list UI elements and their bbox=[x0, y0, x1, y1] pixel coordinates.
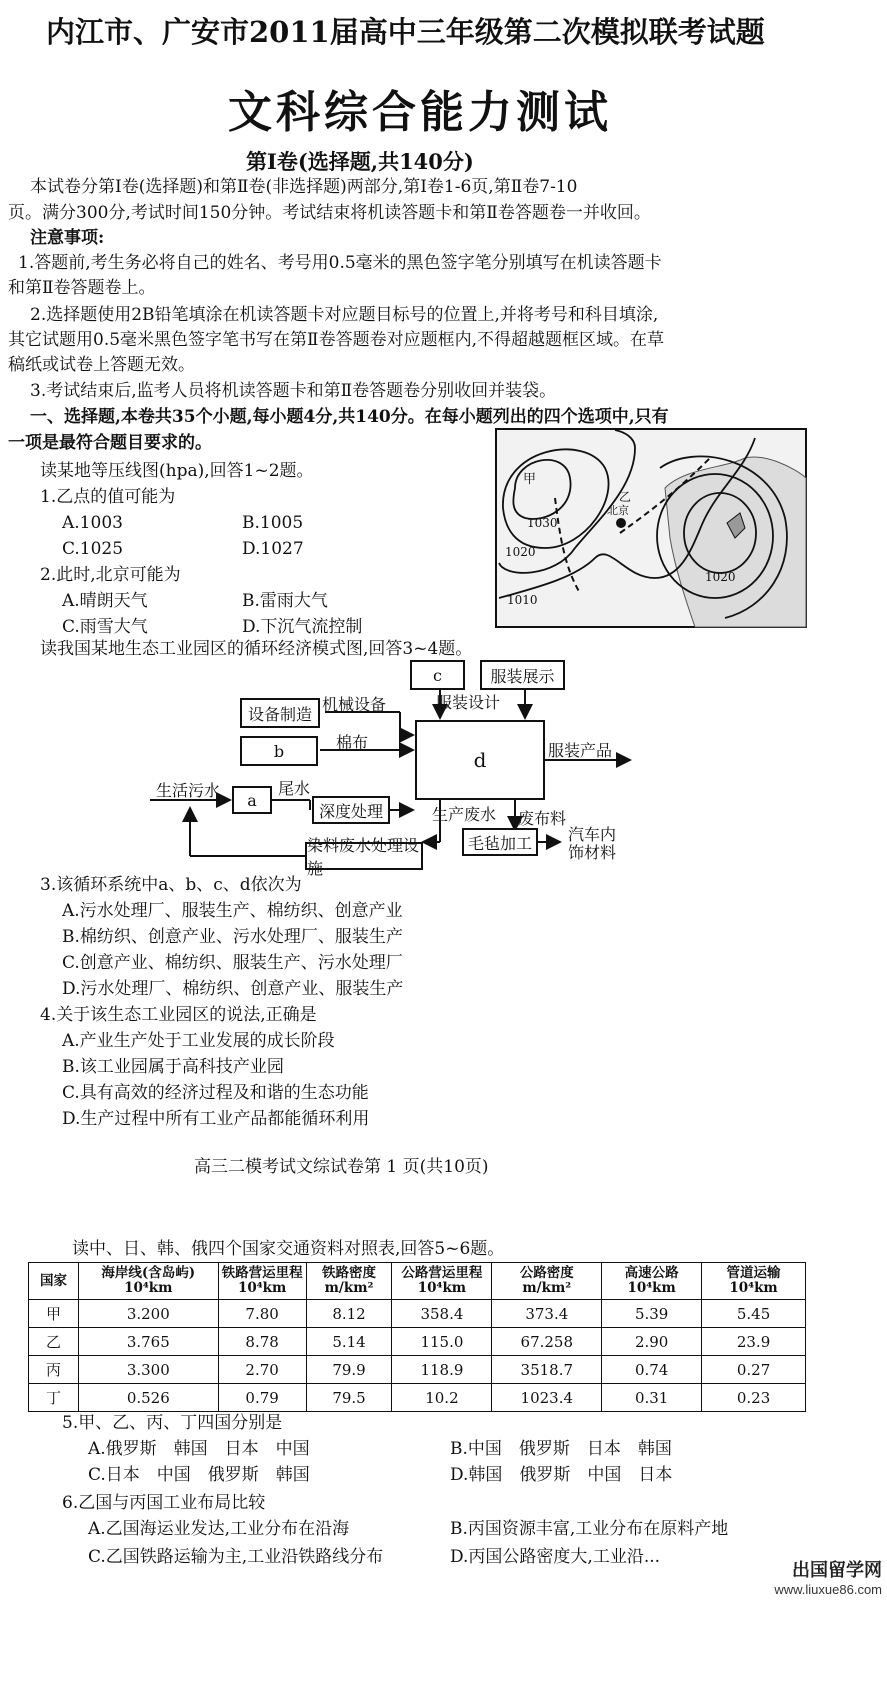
box-felt-processing: 毛毡加工 bbox=[462, 828, 538, 856]
q1-stem: 1.乙点的值可能为 bbox=[40, 487, 176, 507]
box-dye-wastewater-facility: 染料废水处理设施 bbox=[305, 842, 423, 870]
section1-line-1: 一、选择题,本卷共35个小题,每小题4分,共140分。在每小题列出的四个选项中,只有 bbox=[30, 407, 669, 427]
table-cell: 0.74 bbox=[602, 1356, 702, 1384]
table-cell: 丁 bbox=[29, 1384, 79, 1412]
table-header-cell bbox=[492, 1263, 602, 1300]
label-cotton-cloth: 棉布 bbox=[336, 733, 369, 752]
table-cell: 7.80 bbox=[218, 1300, 306, 1328]
map-label-yi: 乙 bbox=[619, 490, 632, 504]
table-header-label: 铁路密度 bbox=[322, 1265, 377, 1281]
table-cell: 358.4 bbox=[392, 1300, 492, 1328]
q5-option-d: D.韩国 俄罗斯 中国 日本 bbox=[450, 1465, 673, 1485]
q4-option-a: A.产业生产处于工业发展的成长阶段 bbox=[62, 1031, 335, 1051]
table-header-cell bbox=[29, 1263, 79, 1300]
table-cell: 8.12 bbox=[306, 1300, 392, 1328]
exam-title: 内江市、广安市2011届高中三年级第二次模拟联考试题 bbox=[46, 15, 765, 49]
q5-stem: 5.甲、乙、丙、丁四国分别是 bbox=[62, 1413, 283, 1433]
q5-option-b: B.中国 俄罗斯 日本 韩国 bbox=[450, 1439, 672, 1459]
label-auto-interior-1: 汽车内 bbox=[568, 825, 617, 844]
table-cell: 0.31 bbox=[602, 1384, 702, 1412]
table-cell: 8.78 bbox=[218, 1328, 306, 1356]
box-b: b bbox=[240, 736, 318, 766]
note-2b: 其它试题用0.5毫米黑色签字笔书写在第Ⅱ卷答题卷对应题框内,不得超越题框区域。在草 bbox=[8, 330, 664, 350]
table-header-unit: m/km² bbox=[324, 1280, 374, 1296]
table-row bbox=[29, 1328, 806, 1356]
table-header-cell bbox=[78, 1263, 218, 1300]
note-1b: 和第Ⅱ卷答题卷上。 bbox=[8, 278, 156, 298]
q6-stem: 6.乙国与丙国工业布局比较 bbox=[62, 1493, 266, 1513]
q6-option-a: A.乙国海运业发达,工业分布在沿海 bbox=[88, 1519, 350, 1539]
table-cell: 0.27 bbox=[702, 1356, 806, 1384]
q3-option-b: B.棉纺织、创意产业、污水处理厂、服装生产 bbox=[62, 927, 403, 947]
label-garment-products: 服装产品 bbox=[548, 741, 613, 760]
part-title: 第Ⅰ卷(选择题,共140分) bbox=[246, 149, 474, 174]
notes-title: 注意事项: bbox=[30, 228, 105, 248]
table-cell: 2.90 bbox=[602, 1328, 702, 1356]
table-cell: 23.9 bbox=[702, 1328, 806, 1356]
intro-line-1: 本试卷分第Ⅰ卷(选择题)和第Ⅱ卷(非选择题)两部分,第Ⅰ卷1-6页,第Ⅱ卷7-10 bbox=[30, 177, 578, 197]
label-tail-water: 尾水 bbox=[278, 779, 311, 798]
label-fashion-design: 服装设计 bbox=[436, 693, 501, 712]
table-row bbox=[29, 1356, 806, 1384]
q3-option-a: A.污水处理厂、服装生产、棉纺织、创意产业 bbox=[62, 901, 403, 921]
table-header-cell bbox=[306, 1263, 392, 1300]
subject-title: 文科综合能力测试 bbox=[228, 87, 612, 138]
table-row bbox=[29, 1384, 806, 1412]
table-cell: 3.765 bbox=[78, 1328, 218, 1356]
table-cell: 甲 bbox=[29, 1300, 79, 1328]
table-cell: 373.4 bbox=[492, 1300, 602, 1328]
q3-option-c: C.创意产业、棉纺织、服装生产、污水处理厂 bbox=[62, 953, 403, 973]
map-label-1030: 1030 bbox=[527, 516, 558, 530]
table-header-cell bbox=[602, 1263, 702, 1300]
table-cell: 乙 bbox=[29, 1328, 79, 1356]
table-cell: 5.14 bbox=[306, 1328, 392, 1356]
table-row bbox=[29, 1300, 806, 1328]
table-cell: 67.258 bbox=[492, 1328, 602, 1356]
map-intro: 读某地等压线图(hpa),回答1~2题。 bbox=[40, 461, 314, 481]
table-header-unit: 10⁴km bbox=[237, 1280, 287, 1296]
label-machinery: 机械设备 bbox=[322, 695, 387, 714]
q1-option-a: A.1003 bbox=[62, 513, 123, 533]
table-header-label: 国家 bbox=[39, 1272, 67, 1289]
table-header-unit: 10⁴km bbox=[729, 1280, 778, 1296]
table-cell: 3.300 bbox=[78, 1356, 218, 1384]
section1-line-2: 一项是最符合题目要求的。 bbox=[8, 433, 212, 453]
watermark bbox=[712, 1556, 882, 1597]
q5-option-c: C.日本 中国 俄罗斯 韩国 bbox=[88, 1465, 310, 1485]
q1-option-d: D.1027 bbox=[242, 539, 304, 559]
label-domestic-sewage: 生活污水 bbox=[156, 781, 221, 800]
q2-option-c: C.雨雪大气 bbox=[62, 617, 148, 637]
q1-option-c: C.1025 bbox=[62, 539, 124, 559]
intro-line-2: 页。满分300分,考试时间150分钟。考试结束将机读答题卡和第Ⅱ卷答题卷一并收回。 bbox=[8, 203, 651, 223]
q5-option-a: A.俄罗斯 韩国 日本 中国 bbox=[88, 1439, 310, 1459]
table-cell: 115.0 bbox=[392, 1328, 492, 1356]
table-intro: 读中、日、韩、俄四个国家交通资料对照表,回答5~6题。 bbox=[72, 1239, 505, 1259]
q6-option-b: B.丙国资源丰富,工业分布在原料产地 bbox=[450, 1519, 729, 1539]
table-cell: 5.45 bbox=[702, 1300, 806, 1328]
table-header-label: 海岸线(含岛屿) bbox=[101, 1265, 196, 1281]
isobar-map bbox=[495, 428, 807, 628]
box-a: a bbox=[232, 786, 272, 814]
table-cell: 0.526 bbox=[78, 1384, 218, 1412]
box-d: d bbox=[415, 720, 545, 800]
table-header-row bbox=[29, 1263, 806, 1300]
label-production-wastewater: 生产废水 bbox=[432, 805, 497, 824]
table-cell: 10.2 bbox=[392, 1384, 492, 1412]
table-header-label: 铁路营运里程 bbox=[221, 1265, 303, 1281]
map-label-1020-right: 1020 bbox=[705, 570, 736, 584]
table-header-cell bbox=[218, 1263, 306, 1300]
watermark-url: www.liuxue86.com bbox=[774, 1582, 882, 1597]
q1-option-b: B.1005 bbox=[242, 513, 304, 533]
table-header-cell bbox=[392, 1263, 492, 1300]
table-header-unit: 10⁴km bbox=[124, 1280, 173, 1296]
map-label-jia: 甲 bbox=[523, 472, 537, 487]
q2-option-b: B.雷雨大气 bbox=[242, 591, 328, 611]
table-header-unit: m/km² bbox=[522, 1280, 572, 1296]
q4-option-d: D.生产过程中所有工业产品都能循环利用 bbox=[62, 1109, 370, 1129]
map-label-1010: 1010 bbox=[507, 593, 538, 607]
q3-stem: 3.该循环系统中a、b、c、d依次为 bbox=[40, 875, 302, 895]
watermark-cn: 出国留学网 bbox=[792, 1560, 882, 1581]
table-cell: 1023.4 bbox=[492, 1384, 602, 1412]
q2-stem: 2.此时,北京可能为 bbox=[40, 565, 181, 585]
q3-option-d: D.污水处理厂、棉纺织、创意产业、服装生产 bbox=[62, 979, 404, 999]
box-fashion-show: 服装展示 bbox=[480, 660, 565, 690]
table-cell: 3.200 bbox=[78, 1300, 218, 1328]
q4-option-c: C.具有高效的经济过程及和谐的生态功能 bbox=[62, 1083, 369, 1103]
table-cell: 118.9 bbox=[392, 1356, 492, 1384]
note-1a: 1.答题前,考生务必将自己的姓名、考号用0.5毫米的黑色签字笔分别填写在机读答题卡 bbox=[18, 253, 662, 273]
table-cell: 丙 bbox=[29, 1356, 79, 1384]
table-cell: 79.5 bbox=[306, 1384, 392, 1412]
note-3: 3.考试结束后,监考人员将机读答题卡和第Ⅱ卷答题卷分别收回并装袋。 bbox=[30, 381, 557, 401]
map-label-1020-left: 1020 bbox=[505, 545, 536, 559]
label-auto-interior-2: 饰材料 bbox=[568, 843, 617, 862]
table-header-label: 高速公路 bbox=[624, 1265, 679, 1281]
diagram-intro: 读我国某地生态工业园区的循环经济模式图,回答3~4题。 bbox=[40, 639, 473, 659]
table-header-label: 管道运输 bbox=[726, 1265, 781, 1281]
table-cell: 2.70 bbox=[218, 1356, 306, 1384]
q6-option-c: C.乙国铁路运输为主,工业沿铁路线分布 bbox=[88, 1547, 384, 1567]
label-waste-cloth: 废布料 bbox=[518, 809, 567, 828]
box-equipment-mfg: 设备制造 bbox=[240, 698, 320, 728]
table-header-label: 公路营运里程 bbox=[401, 1265, 483, 1281]
box-c: c bbox=[410, 660, 465, 690]
table-header-cell bbox=[702, 1263, 806, 1300]
note-2a: 2.选择题使用2B铅笔填涂在机读答题卡对应题目标号的位置上,并将考号和科目填涂, bbox=[30, 305, 659, 325]
page-footer: 高三二模考试文综试卷第 1 页(共10页) bbox=[194, 1157, 489, 1177]
q4-option-b: B.该工业园属于高科技产业园 bbox=[62, 1057, 284, 1077]
eco-park-diagram bbox=[0, 660, 887, 880]
table-cell: 79.9 bbox=[306, 1356, 392, 1384]
table-cell: 0.23 bbox=[702, 1384, 806, 1412]
q2-option-a: A.晴朗天气 bbox=[62, 591, 148, 611]
transport-table bbox=[28, 1262, 806, 1412]
q6-option-d: D.丙国公路密度大,工业沿... bbox=[450, 1547, 661, 1567]
table-cell: 0.79 bbox=[218, 1384, 306, 1412]
map-label-beijing: 北京 bbox=[607, 504, 629, 517]
q4-stem: 4.关于该生态工业园区的说法,正确是 bbox=[40, 1005, 317, 1025]
table-header-label: 公路密度 bbox=[519, 1265, 574, 1281]
q2-option-d: D.下沉气流控制 bbox=[242, 617, 363, 637]
box-deep-treatment: 深度处理 bbox=[312, 796, 390, 824]
table-header-unit: 10⁴km bbox=[627, 1280, 676, 1296]
table-cell: 3518.7 bbox=[492, 1356, 602, 1384]
note-2c: 稿纸或试卷上答题无效。 bbox=[8, 355, 195, 375]
table-header-unit: 10⁴km bbox=[417, 1280, 467, 1296]
table-cell: 5.39 bbox=[602, 1300, 702, 1328]
